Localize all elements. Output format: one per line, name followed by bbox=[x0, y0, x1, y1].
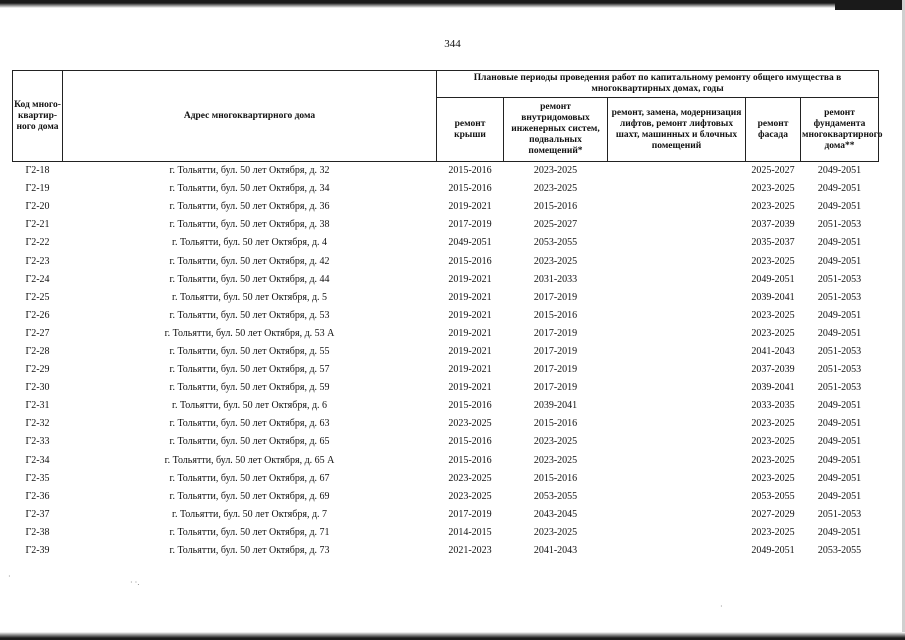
cell-foundation: 2049-2051 bbox=[817, 201, 862, 213]
cell-foundation: 2049-2051 bbox=[817, 490, 862, 502]
cell-foundation: 2049-2051 bbox=[817, 526, 862, 538]
cell-facade: 2023-2025 bbox=[751, 201, 795, 213]
cell-facade: 2037-2039 bbox=[751, 219, 795, 231]
table-row bbox=[13, 271, 879, 289]
cell-foundation: 2051-2053 bbox=[817, 382, 862, 394]
table-row bbox=[13, 452, 879, 470]
cell-facade: 2041-2043 bbox=[751, 345, 795, 357]
cell-foundation: 2053-2055 bbox=[817, 545, 862, 557]
cell-engineering: 2041-2043 bbox=[533, 545, 578, 557]
cell-engineering: 2025-2027 bbox=[533, 219, 578, 231]
cell-facade: 2049-2051 bbox=[751, 273, 795, 285]
cell-address: г. Тольятти, бул. 50 лет Октября, д. 65 bbox=[169, 436, 330, 448]
cell-code: Г2-37 bbox=[25, 508, 50, 520]
cell-address: г. Тольятти, бул. 50 лет Октября, д. 53 bbox=[169, 309, 330, 321]
cell-elevators bbox=[608, 307, 746, 325]
cell-engineering: 2017-2019 bbox=[533, 364, 578, 376]
cell-code: Г2-33 bbox=[25, 436, 50, 448]
cell-roof: 2015-2016 bbox=[448, 255, 492, 267]
cell-code: Г2-32 bbox=[25, 418, 50, 430]
header-facade: ремонт фасада bbox=[746, 98, 801, 162]
cell-foundation: 2049-2051 bbox=[817, 327, 862, 339]
cell-address: г. Тольятти, бул. 50 лет Октября, д. 32 bbox=[169, 165, 330, 177]
table-row bbox=[13, 470, 879, 488]
table-row bbox=[13, 433, 879, 451]
cell-engineering: 2017-2019 bbox=[533, 291, 578, 303]
cell-roof: 2017-2019 bbox=[448, 219, 492, 231]
cell-code: Г2-27 bbox=[25, 327, 50, 339]
cell-roof: 2019-2021 bbox=[448, 273, 492, 285]
cell-facade: 2049-2051 bbox=[751, 545, 795, 557]
cell-foundation: 2051-2053 bbox=[817, 219, 862, 231]
cell-elevators bbox=[608, 162, 746, 181]
cell-address: г. Тольятти, бул. 50 лет Октября, д. 69 bbox=[169, 490, 330, 502]
table-row bbox=[13, 234, 879, 252]
cell-engineering: 2023-2025 bbox=[533, 436, 578, 448]
cell-code: Г2-20 bbox=[25, 201, 50, 213]
cell-address: г. Тольятти, бул. 50 лет Октября, д. 67 bbox=[169, 472, 330, 484]
cell-elevators bbox=[608, 397, 746, 415]
cell-address: г. Тольятти, бул. 50 лет Октября, д. 55 bbox=[169, 345, 330, 357]
cell-engineering: 2053-2055 bbox=[533, 237, 578, 249]
cell-roof: 2019-2021 bbox=[448, 382, 492, 394]
cell-facade: 2023-2025 bbox=[751, 472, 795, 484]
page-number: 344 bbox=[444, 38, 461, 50]
table-row bbox=[13, 198, 879, 216]
cell-roof: 2019-2021 bbox=[448, 327, 492, 339]
cell-elevators bbox=[608, 252, 746, 270]
cell-roof: 2021-2023 bbox=[448, 545, 492, 557]
scan-edge-top bbox=[0, 0, 905, 8]
cell-code: Г2-36 bbox=[25, 490, 50, 502]
table-row bbox=[13, 524, 879, 542]
cell-facade: 2027-2029 bbox=[751, 508, 795, 520]
cell-facade: 2039-2041 bbox=[751, 382, 795, 394]
cell-engineering: 2023-2025 bbox=[533, 526, 578, 538]
cell-address: г. Тольятти, бул. 50 лет Октября, д. 34 bbox=[169, 183, 330, 195]
cell-code: Г2-30 bbox=[25, 382, 50, 394]
cell-roof: 2049-2051 bbox=[448, 237, 492, 249]
cell-address: г. Тольятти, бул. 50 лет Октября, д. 71 bbox=[169, 526, 330, 538]
cell-address: г. Тольятти, бул. 50 лет Октября, д. 53 А bbox=[164, 327, 335, 339]
cell-elevators bbox=[608, 524, 746, 542]
cell-foundation: 2049-2051 bbox=[817, 165, 862, 177]
header-elevators: ремонт, замена, модернизация лифтов, ремонт лифтовых шахт, машинных и блочных помещений bbox=[608, 98, 746, 162]
cell-engineering: 2031-2033 bbox=[533, 273, 578, 285]
cell-foundation: 2049-2051 bbox=[817, 400, 862, 412]
cell-elevators bbox=[608, 379, 746, 397]
header-roof: ремонт крыши bbox=[437, 98, 504, 162]
cell-elevators bbox=[608, 361, 746, 379]
cell-engineering: 2017-2019 bbox=[533, 327, 578, 339]
cell-roof: 2019-2021 bbox=[448, 201, 492, 213]
table-row bbox=[13, 506, 879, 524]
cell-foundation: 2051-2053 bbox=[817, 273, 862, 285]
cell-elevators bbox=[608, 343, 746, 361]
table-row bbox=[13, 289, 879, 307]
cell-code: Г2-31 bbox=[25, 400, 50, 412]
table-row bbox=[13, 343, 879, 361]
table-row bbox=[13, 542, 879, 560]
cell-address: г. Тольятти, бул. 50 лет Октября, д. 73 bbox=[169, 545, 330, 557]
cell-elevators bbox=[608, 234, 746, 252]
cell-elevators bbox=[608, 506, 746, 524]
cell-code: Г2-28 bbox=[25, 345, 50, 357]
header-planned-periods: Плановые периоды проведения работ по капитальному ремонту общего имущества в многоквартирных домах, годы bbox=[437, 71, 879, 98]
cell-code: Г2-18 bbox=[25, 165, 50, 177]
cell-code: Г2-38 bbox=[25, 526, 50, 538]
cell-facade: 2023-2025 bbox=[751, 436, 795, 448]
table-row bbox=[13, 180, 879, 198]
cell-address: г. Тольятти, бул. 50 лет Октября, д. 4 bbox=[171, 237, 328, 249]
cell-address: г. Тольятти, бул. 50 лет Октября, д. 59 bbox=[169, 382, 330, 394]
cell-address: г. Тольятти, бул. 50 лет Октября, д. 63 bbox=[169, 418, 330, 430]
cell-engineering: 2015-2016 bbox=[533, 472, 578, 484]
table-row bbox=[13, 488, 879, 506]
cell-elevators bbox=[608, 415, 746, 433]
cell-elevators bbox=[608, 452, 746, 470]
cell-roof: 2017-2019 bbox=[448, 508, 492, 520]
header-code: Код много-квартир-ного дома bbox=[13, 71, 63, 162]
cell-roof: 2015-2016 bbox=[448, 400, 492, 412]
cell-roof: 2023-2025 bbox=[448, 490, 492, 502]
cell-engineering: 2023-2025 bbox=[533, 255, 578, 267]
cell-foundation: 2049-2051 bbox=[817, 472, 862, 484]
cell-engineering: 2015-2016 bbox=[533, 201, 578, 213]
cell-code: Г2-25 bbox=[25, 291, 50, 303]
cell-facade: 2023-2025 bbox=[751, 454, 795, 466]
cell-foundation: 2049-2051 bbox=[817, 418, 862, 430]
cell-code: Г2-26 bbox=[25, 309, 50, 321]
table-row bbox=[13, 379, 879, 397]
cell-roof: 2019-2021 bbox=[448, 345, 492, 357]
cell-engineering: 2015-2016 bbox=[533, 418, 578, 430]
cell-roof: 2019-2021 bbox=[448, 309, 492, 321]
cell-elevators bbox=[608, 488, 746, 506]
cell-code: Г2-29 bbox=[25, 364, 50, 376]
cell-address: г. Тольятти, бул. 50 лет Октября, д. 36 bbox=[169, 201, 330, 213]
cell-elevators bbox=[608, 542, 746, 560]
cell-address: г. Тольятти, бул. 50 лет Октября, д. 42 bbox=[169, 255, 330, 267]
cell-facade: 2023-2025 bbox=[751, 418, 795, 430]
cell-facade: 2053-2055 bbox=[751, 490, 795, 502]
cell-engineering: 2039-2041 bbox=[533, 400, 578, 412]
cell-elevators bbox=[608, 470, 746, 488]
cell-address: г. Тольятти, бул. 50 лет Октября, д. 57 bbox=[169, 364, 330, 376]
cell-roof: 2019-2021 bbox=[448, 364, 492, 376]
table-row bbox=[13, 216, 879, 234]
cell-elevators bbox=[608, 216, 746, 234]
cell-roof: 2023-2025 bbox=[448, 472, 492, 484]
cell-foundation: 2049-2051 bbox=[817, 436, 862, 448]
cell-address: г. Тольятти, бул. 50 лет Октября, д. 44 bbox=[169, 273, 330, 285]
cell-engineering: 2043-2045 bbox=[533, 508, 578, 520]
table-row bbox=[13, 415, 879, 433]
cell-engineering: 2023-2025 bbox=[533, 165, 578, 177]
header-foundation: ремонт фундамента многоквартирного дома** bbox=[801, 98, 879, 162]
cell-roof: 2015-2016 bbox=[448, 454, 492, 466]
scan-edge-top-right bbox=[835, 0, 905, 10]
repair-schedule-table bbox=[12, 70, 883, 560]
scan-speck: · ·. bbox=[130, 578, 140, 587]
cell-elevators bbox=[608, 198, 746, 216]
cell-code: Г2-34 bbox=[25, 454, 50, 466]
cell-facade: 2035-2037 bbox=[751, 237, 795, 249]
scan-edge-bottom bbox=[0, 632, 905, 640]
cell-facade: 2023-2025 bbox=[751, 255, 795, 267]
table-body bbox=[13, 162, 879, 561]
scan-speck: · bbox=[720, 602, 723, 611]
cell-roof: 2015-2016 bbox=[448, 183, 492, 195]
table-row bbox=[13, 252, 879, 270]
cell-code: Г2-35 bbox=[25, 472, 50, 484]
cell-roof: 2015-2016 bbox=[448, 436, 492, 448]
cell-elevators bbox=[608, 180, 746, 198]
header-address: Адрес многоквартирного дома bbox=[63, 71, 437, 162]
cell-elevators bbox=[608, 289, 746, 307]
cell-code: Г2-24 bbox=[25, 273, 50, 285]
cell-code: Г2-21 bbox=[25, 219, 50, 231]
cell-foundation: 2049-2051 bbox=[817, 454, 862, 466]
table-header bbox=[13, 71, 883, 162]
cell-engineering: 2053-2055 bbox=[533, 490, 578, 502]
cell-facade: 2039-2041 bbox=[751, 291, 795, 303]
cell-code: Г2-19 bbox=[25, 183, 50, 195]
cell-engineering: 2023-2025 bbox=[533, 454, 578, 466]
table-row bbox=[13, 325, 879, 343]
cell-foundation: 2051-2053 bbox=[817, 508, 862, 520]
cell-facade: 2037-2039 bbox=[751, 364, 795, 376]
cell-roof: 2015-2016 bbox=[448, 165, 492, 177]
table-row bbox=[13, 307, 879, 325]
cell-code: Г2-23 bbox=[25, 255, 50, 267]
cell-foundation: 2051-2053 bbox=[817, 291, 862, 303]
cell-facade: 2023-2025 bbox=[751, 309, 795, 321]
cell-engineering: 2017-2019 bbox=[533, 345, 578, 357]
scan-speck: · bbox=[8, 572, 11, 581]
cell-address: г. Тольятти, бул. 50 лет Октября, д. 38 bbox=[169, 219, 330, 231]
cell-elevators bbox=[608, 325, 746, 343]
cell-code: Г2-39 bbox=[25, 545, 50, 557]
cell-facade: 2023-2025 bbox=[751, 327, 795, 339]
cell-facade: 2033-2035 bbox=[751, 400, 795, 412]
cell-roof: 2023-2025 bbox=[448, 418, 492, 430]
cell-engineering: 2017-2019 bbox=[533, 382, 578, 394]
cell-foundation: 2049-2051 bbox=[817, 309, 862, 321]
cell-engineering: 2015-2016 bbox=[533, 309, 578, 321]
cell-foundation: 2049-2051 bbox=[817, 183, 862, 195]
cell-address: г. Тольятти, бул. 50 лет Октября, д. 6 bbox=[171, 400, 328, 412]
table-row bbox=[13, 162, 879, 181]
cell-code: Г2-22 bbox=[25, 237, 50, 249]
table-row bbox=[13, 361, 879, 379]
cell-facade: 2025-2027 bbox=[751, 165, 795, 177]
cell-address: г. Тольятти, бул. 50 лет Октября, д. 5 bbox=[171, 291, 328, 303]
cell-foundation: 2049-2051 bbox=[817, 255, 862, 267]
cell-foundation: 2051-2053 bbox=[817, 364, 862, 376]
cell-facade: 2023-2025 bbox=[751, 183, 795, 195]
cell-facade: 2023-2025 bbox=[751, 526, 795, 538]
cell-engineering: 2023-2025 bbox=[533, 183, 578, 195]
cell-foundation: 2051-2053 bbox=[817, 345, 862, 357]
header-engineering: ремонт внутридомовых инженерных систем, подвальных помещений* bbox=[504, 98, 608, 162]
table-row bbox=[13, 397, 879, 415]
cell-address: г. Тольятти, бул. 50 лет Октября, д. 65 А bbox=[164, 454, 335, 466]
cell-elevators bbox=[608, 271, 746, 289]
cell-roof: 2014-2015 bbox=[448, 526, 492, 538]
cell-address: г. Тольятти, бул. 50 лет Октября, д. 7 bbox=[171, 508, 328, 520]
cell-roof: 2019-2021 bbox=[448, 291, 492, 303]
cell-foundation: 2049-2051 bbox=[817, 237, 862, 249]
cell-elevators bbox=[608, 433, 746, 451]
